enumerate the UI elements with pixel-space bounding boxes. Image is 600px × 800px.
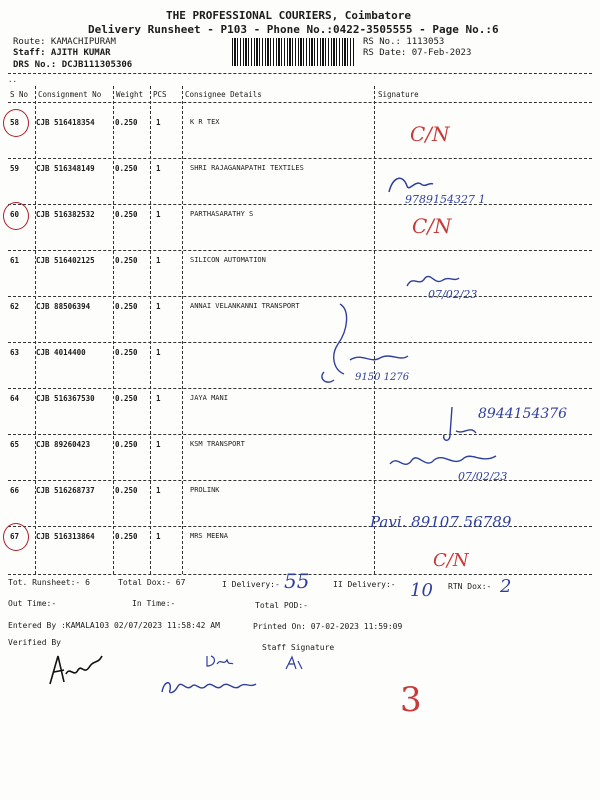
row-consignment: CJB 4014400 [36,348,86,357]
row-divider [8,158,592,159]
col-pcs: PCS [153,90,167,99]
row-pcs: 1 [156,210,161,219]
signature-scribble [405,270,460,290]
handwritten-phone: 9789154327 1 [405,193,486,206]
i-delivery-label: I Delivery:- [222,580,280,589]
row-consignee: SILICON AUTOMATION [190,256,266,264]
col-consignee: Consignee Details [185,90,262,99]
row-pcs: 1 [156,348,161,357]
handwritten-date: 07/02/23 [428,288,478,301]
handwritten-date: 07/02/23 [458,470,508,483]
rs-date: RS Date: 07-Feb-2023 [363,48,472,58]
out-time: Out Time:- [8,599,57,608]
row-divider [8,250,592,251]
row-weight: 0.250 [115,532,138,541]
page-mark-number: 3 [400,680,422,720]
row-weight: 0.250 [115,118,138,127]
row-weight: 0.250 [115,256,138,265]
row-pcs: 1 [156,256,161,265]
tot-runsheet: Tot. Runsheet:- 6 [8,578,90,587]
handwritten-cn: C/N [410,122,450,146]
row-consignment: CJB 516367530 [36,394,95,403]
row-divider [8,204,592,205]
row-consignment: CJB 516382532 [36,210,95,219]
red-circle-mark [3,523,29,551]
col-separator [182,86,183,574]
handwritten-name-phone: Pavi. 89107 56789 [370,513,512,531]
signature-scribble [388,452,498,472]
handwritten-phone: 9150 1276 [355,372,410,383]
header-rule [8,102,592,103]
runsheet-line: Delivery Runsheet - P103 - Phone No.:0422-3505555 - Page No.:6 [88,23,499,36]
row-consignee: ANNAI VELANKANNI TRANSPORT [190,302,300,310]
row-sno: 66 [10,486,20,495]
printed-on: Printed On: 07-02-2023 11:59:09 [253,622,403,631]
red-circle-mark [3,109,29,137]
row-pcs: 1 [156,486,161,495]
row-sno: 62 [10,302,20,311]
row-weight: 0.250 [115,348,138,357]
row-divider [8,434,592,435]
ii-delivery-count: 10 [410,580,433,601]
col-separator [150,86,151,574]
col-sno: S No [10,90,29,99]
row-sno: 65 [10,440,20,449]
row-consignment: CJB 516313864 [36,532,95,541]
row-sno: 67 [10,532,20,541]
row-sno: 59 [10,164,20,173]
row-consignee: SHRI RAJAGANAPATHI TEXTILES [190,164,304,172]
col-weight: Weight [116,90,144,99]
rs-number: RS No.: 1113053 [363,37,445,47]
row-consignee: JAYA MANI [190,394,228,402]
row-sno: 64 [10,394,20,403]
row-weight: 0.250 [115,440,138,449]
entered-by: Entered By :KAMALA103 02/07/2023 11:58:42 AM [8,621,220,630]
total-dox: Total Dox:- 67 [118,578,186,587]
rtn-dox-count: 2 [500,576,512,597]
col-consignment: Consignment No [38,90,102,99]
row-consignee: PARTHASARATHY S [190,210,254,218]
row-weight: 0.250 [115,486,138,495]
handwritten-cn: C/N [433,550,469,571]
row-pcs: 1 [156,440,161,449]
row-consignee: MRS MEENA [190,532,228,540]
row-pcs: 1 [156,164,161,173]
row-consignment: CJB 516418354 [36,118,95,127]
company-title: THE PROFESSIONAL COURIERS, Coimbatore [166,9,412,22]
row-sno: 63 [10,348,20,357]
row-sno: 61 [10,256,20,265]
row-consignee: PROLINK [190,486,220,494]
divider [8,73,592,74]
route-label: Route: KAMACHIPURAM [13,37,116,47]
row-pcs: 1 [156,394,161,403]
row-consignment: CJB 89260423 [36,440,91,449]
row-divider [8,388,592,389]
row-pcs: 1 [156,118,161,127]
staff-initial-signature [203,652,233,670]
row-consignment: CJB 516268737 [36,486,95,495]
total-pod: Total POD:- [255,601,308,610]
col-separator [35,86,36,574]
row-consignment: CJB 516348149 [36,164,95,173]
row-divider [8,296,592,297]
staff-label: Staff: AJITH KUMAR [13,48,111,58]
row-weight: 0.250 [115,302,138,311]
row-weight: 0.250 [115,394,138,403]
handwritten-phone: 8944154376 [478,406,568,422]
staff-signature-label: Staff Signature [262,643,335,652]
row-pcs: 1 [156,302,161,311]
barcode [232,38,354,66]
row-consignee: KSM TRANSPORT [190,440,245,448]
ii-delivery-label: II Delivery:- [333,580,396,589]
row-consignment: CJB 88506394 [36,302,91,311]
signature-scribble [440,405,480,445]
rtn-dox-label: RTN Dox:- [448,582,492,591]
dots: .. [8,75,18,84]
row-consignee: K R TEX [190,118,220,126]
handwritten-cn: C/N [412,214,452,238]
drs-number: DRS No.: DCJB111305306 [13,60,133,70]
in-time: In Time:- [132,599,176,608]
col-separator [113,86,114,574]
i-delivery-count: 55 [284,569,310,593]
row-sno: 58 [10,118,20,127]
col-signature: Signature [378,90,419,99]
row-divider [8,342,592,343]
staff-initial-signature [284,655,304,671]
row-weight: 0.250 [115,164,138,173]
row-pcs: 1 [156,532,161,541]
row-weight: 0.250 [115,210,138,219]
verified-by: Verified By [8,638,61,647]
row-sno: 60 [10,210,20,219]
row-consignment: CJB 516402125 [36,256,95,265]
red-circle-mark [3,202,29,230]
verifier-signature [44,648,104,690]
staff-full-signature [158,674,258,698]
